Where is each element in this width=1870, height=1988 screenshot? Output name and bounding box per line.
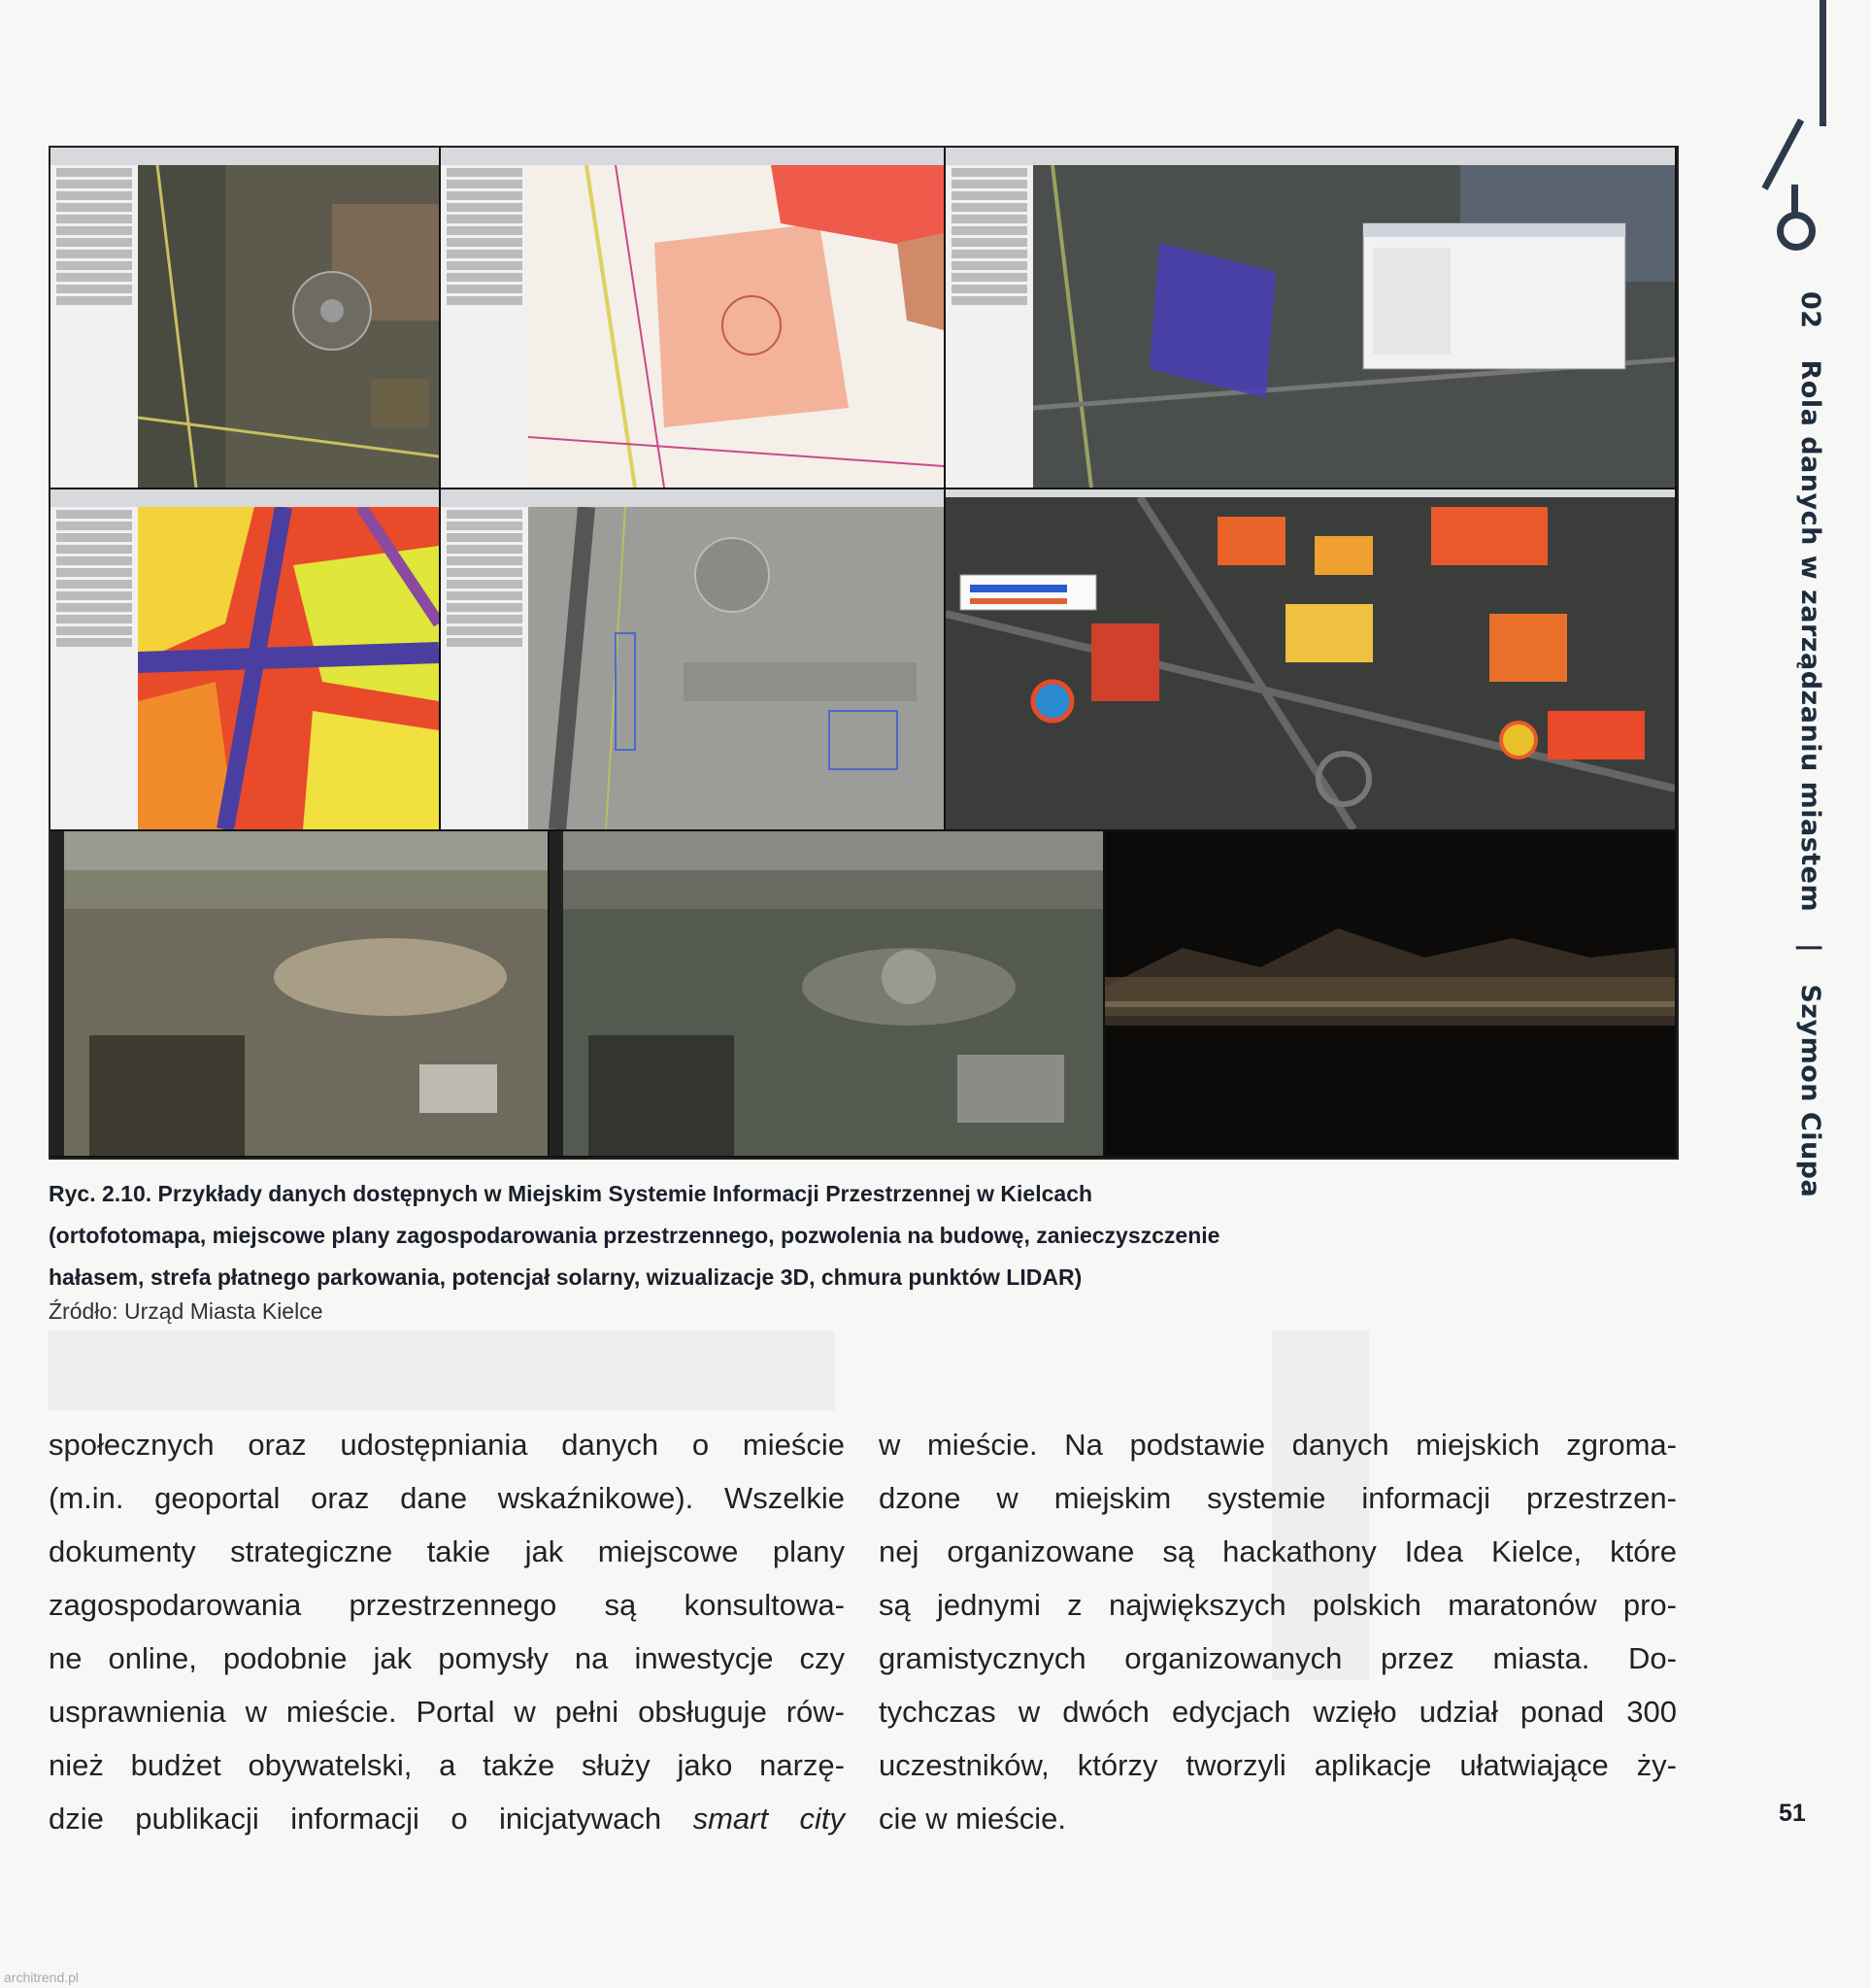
figure-source: Źródło: Urząd Miasta Kielce bbox=[49, 1298, 323, 1324]
text-line: cie w mieście. bbox=[879, 1802, 1066, 1836]
show-through-strip bbox=[49, 1331, 835, 1410]
text-line: gramistycznych organizowanych przez miasta. Do- bbox=[879, 1641, 1677, 1675]
caption-line: (ortofotomapa, miejscowe plany zagospodarowania przestrzennego, pozwolenia na budowę, zanieczyszczenie bbox=[49, 1223, 1220, 1248]
chapter-title: Rola danych w zarządzaniu miastem bbox=[1795, 359, 1825, 913]
layer-tree-sidebar bbox=[441, 507, 529, 829]
local-plans-map bbox=[528, 165, 944, 488]
decorative-ring-icon bbox=[1777, 212, 1816, 251]
text-line: są jednymi z największych polskich maratonów pro- bbox=[879, 1588, 1677, 1622]
text-line: dokumenty strategiczne takie jak miejscowe plany bbox=[49, 1534, 845, 1568]
author-name: Szymon Ciupa bbox=[1795, 984, 1825, 1198]
text-line: dzone w miejskim systemie informacji przestrzen- bbox=[879, 1481, 1677, 1515]
panel-toolbar bbox=[441, 489, 944, 508]
figure-caption bbox=[49, 1173, 1505, 1298]
text-line: ne online, podobnie jak pomysły na inwestycje czy bbox=[49, 1641, 845, 1675]
figure-gis-mosaic bbox=[49, 146, 1679, 1160]
panel-noise-pollution bbox=[50, 489, 439, 829]
caption-line: hałasem, strefa płatnego parkowania, potencjał solarny, wizualizacje 3D, chmura punktów LIDAR) bbox=[49, 1264, 1083, 1290]
solar-map bbox=[946, 497, 1675, 829]
watermark: architrend.pl bbox=[4, 1970, 80, 1985]
italic-term: smart city bbox=[692, 1802, 845, 1836]
body-column-left bbox=[49, 1418, 845, 1845]
layer-tree-sidebar bbox=[441, 165, 529, 488]
noise-map bbox=[138, 507, 439, 829]
text-line: tychczas w dwóch edycjach wzięło udział ponad 300 bbox=[879, 1695, 1677, 1729]
panel-building-permits bbox=[946, 148, 1675, 488]
decorative-line-vertical bbox=[1820, 0, 1826, 126]
panel-toolbar bbox=[946, 148, 1675, 166]
lidar-map bbox=[1105, 831, 1675, 1156]
orthophoto-map bbox=[138, 165, 439, 488]
panel-3d-visualization-a bbox=[50, 831, 548, 1156]
visualization-3d-a bbox=[50, 831, 548, 1156]
decorative-line-stem bbox=[1791, 185, 1798, 214]
panel-toolbar bbox=[50, 148, 439, 166]
text-line: nież budżet obywatelski, a także służy jako narzę- bbox=[49, 1748, 845, 1782]
panel-toolbar bbox=[50, 489, 439, 508]
panel-toolbar bbox=[441, 148, 944, 166]
panel-lidar-point-cloud bbox=[1105, 831, 1675, 1156]
text-line: w mieście. Na podstawie danych miejskich zgroma- bbox=[879, 1428, 1677, 1462]
text-fragment: dzie publikacji informacji o inicjatywach bbox=[49, 1802, 693, 1836]
page-number: 51 bbox=[1779, 1800, 1806, 1827]
layer-tree-sidebar bbox=[50, 507, 139, 829]
text-line: społecznych oraz udostępniania danych o mieście bbox=[49, 1428, 845, 1462]
body-column-right bbox=[879, 1418, 1677, 1845]
text-line: nej organizowane są hackathony Idea Kielce, które bbox=[879, 1534, 1677, 1568]
text-line-last bbox=[49, 1792, 845, 1845]
panel-paid-parking bbox=[441, 489, 944, 829]
text-line: zagospodarowania przestrzennego są konsultowa- bbox=[49, 1588, 845, 1622]
running-header bbox=[1795, 291, 1825, 1219]
text-line: usprawnienia w mieście. Portal w pełni obsługuje rów- bbox=[49, 1695, 845, 1729]
layer-tree-sidebar bbox=[50, 165, 139, 488]
caption-line: Ryc. 2.10. Przykłady danych dostępnych w Miejskim Systemie Informacji Przestrzennej w Kielcach bbox=[49, 1181, 1093, 1206]
layer-tree-sidebar bbox=[946, 165, 1034, 488]
text-line: uczestników, którzy tworzyli aplikacje ułatwiające ży- bbox=[879, 1748, 1677, 1782]
building-permits-map bbox=[1033, 165, 1675, 488]
panel-orthophoto bbox=[50, 148, 439, 488]
parking-map bbox=[528, 507, 944, 829]
decorative-line-diagonal bbox=[1761, 118, 1804, 190]
panel-solar-potential bbox=[946, 489, 1675, 829]
text-line: (m.in. geoportal oraz dane wskaźnikowe). Wszelkie bbox=[49, 1481, 845, 1515]
header-separator: | bbox=[1795, 943, 1825, 954]
visualization-3d-b bbox=[550, 831, 1103, 1156]
panel-local-plans bbox=[441, 148, 944, 488]
panel-3d-visualization-b bbox=[550, 831, 1103, 1156]
chapter-number: 02 bbox=[1795, 291, 1825, 329]
